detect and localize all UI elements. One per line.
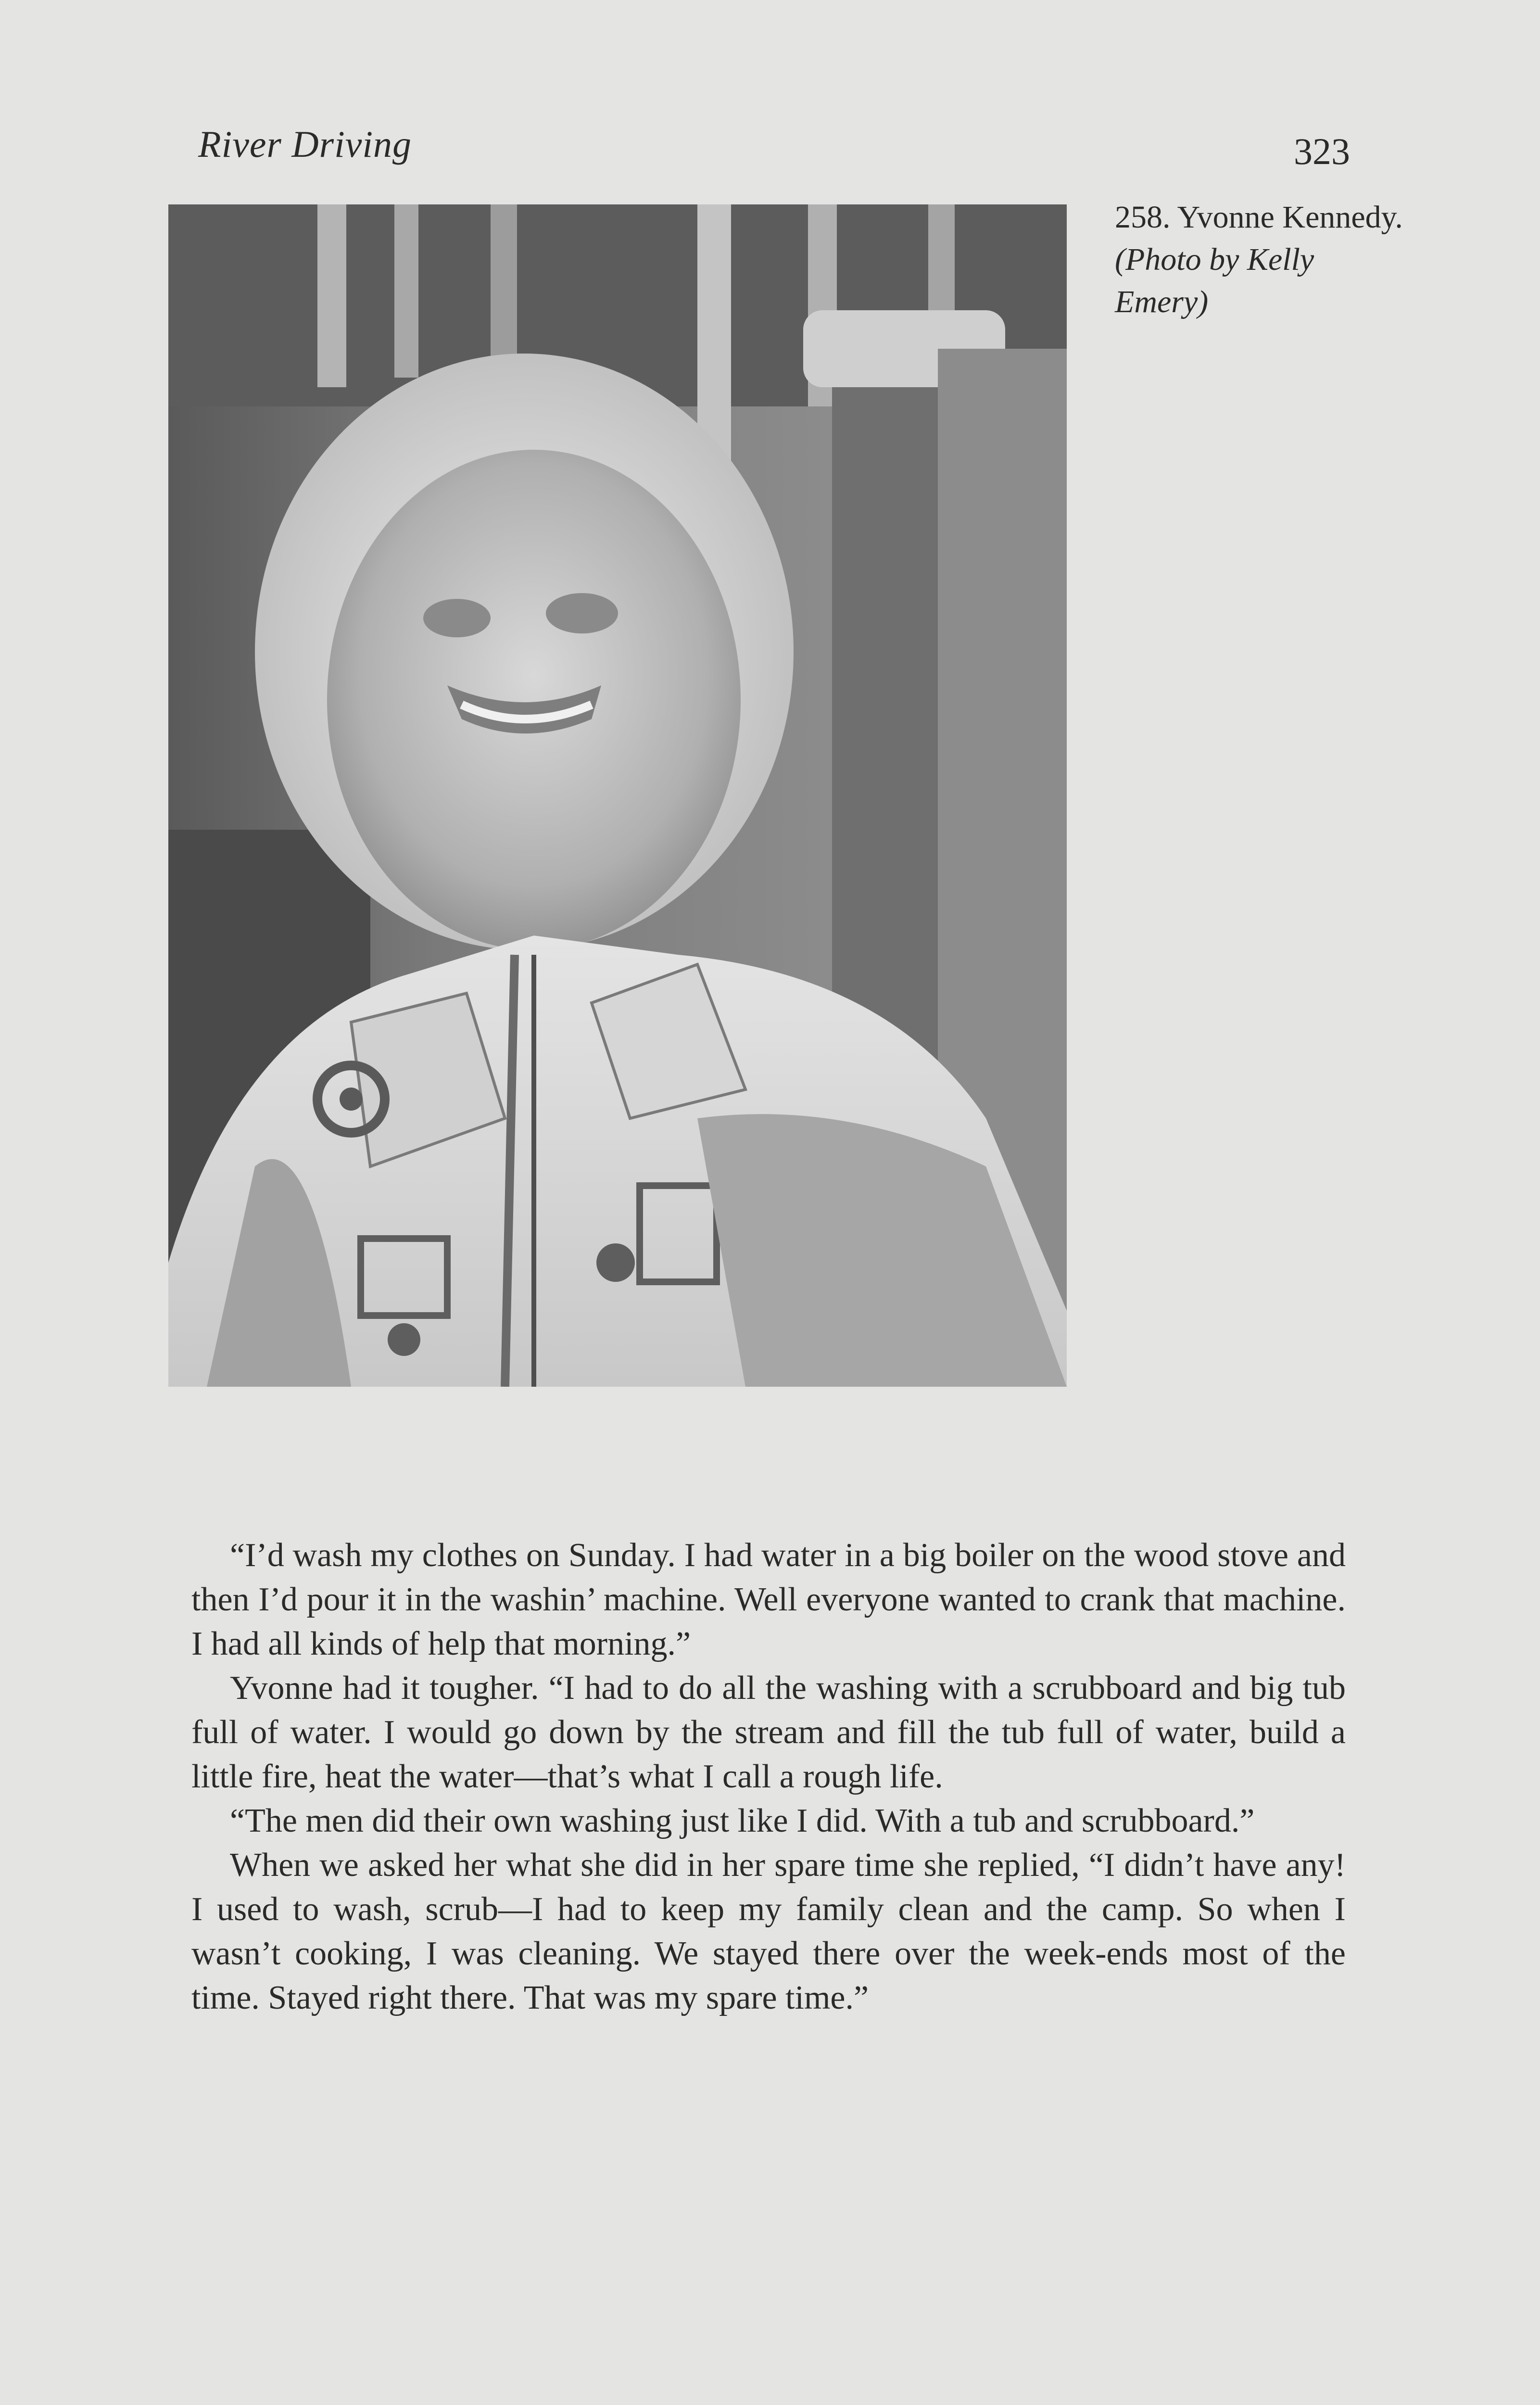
body-text <box>191 1533 1346 2020</box>
photo-caption <box>1115 196 1413 323</box>
paragraph: “The men did their own washing just like I did. With a tub and scrubboard.” <box>230 1802 1255 1839</box>
paragraph: Yvonne had it tougher. “I had to do all the washing with a scrubboard and big tub full of water. I would go down by the stream and fill the tub full of water, build a little fire, heat the water—that’s what I call a rough life. <box>191 1670 1346 1795</box>
portrait-photo <box>168 204 1067 1387</box>
caption-name: Yvonne Kennedy. <box>1177 200 1403 235</box>
caption-credit: (Photo by Kelly Emery) <box>1115 242 1314 319</box>
page-number: 323 <box>1294 130 1350 172</box>
caption-number: 258. <box>1115 200 1171 235</box>
running-head: River Driving <box>198 123 412 165</box>
paragraph: When we asked her what she did in her spare time she replied, “I didn’t have any! I used to wash, scrub—I had to keep my family clean and the camp. So when I wasn’t cooking, I was cleaning. We stayed there over the week-ends most of the time. Stayed right there. That was my spare time.” <box>191 1847 1346 2016</box>
paragraph: “I’d wash my clothes on Sunday. I had water in a big boiler on the wood stove and then I’d pour it in the washin’ machine. Well everyone wanted to crank that machine. I had all kinds of help that morning.” <box>191 1537 1346 1662</box>
